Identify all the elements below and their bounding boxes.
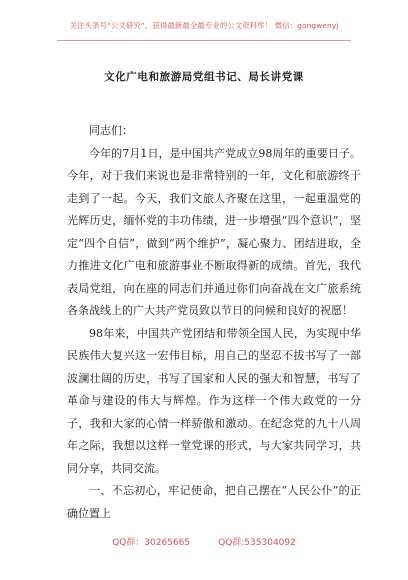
promo-banner[interactable]: 关注头条号“公文研究”，获得最新最全最专业的公文资料库！ 微信：gongwenyj	[69, 21, 339, 30]
paragraph: 98年来，中国共产党团结和带领全国人民，为实现中华民族伟大复兴这一宏伟目标，用自己的坚忍不拔书写了一部波澜壮阔的历史，书写了国家和人民的强大和智慧，书写了革命与建设的伟大与辉煌。作为这样一个伟大政党的一分子，我和大家的心情一样骄傲和激动。在纪念党的九十八周年之际，我想以这样一堂党课的形式，与大家共同学习，共同分享，共同交流。	[67, 326, 361, 475]
header-divider	[57, 40, 351, 41]
footer	[0, 535, 408, 548]
document-body	[67, 120, 361, 525]
qq-group-right[interactable]: QQ群:535304092	[218, 538, 296, 548]
document-title: 文化广电和旅游局党组书记、局长讲党课	[104, 71, 304, 83]
qq-group-left[interactable]: QQ群：30265665	[112, 538, 191, 548]
salutation: 同志们：	[89, 124, 133, 137]
section-heading: 一、不忘初心，牢记使命，把自己摆在“人民公仆”的正确位置上	[67, 484, 361, 520]
paragraph: 今年的7月1日，是中国共产党成立98周年的重要日子。今年，对于我们来说也是非常特别的一年，文化和旅游终于走到了一起。今天，我们文旅人齐聚在这里，一起重温党的光辉历史，缅怀党的丰功伟绩，进一步增强“四个意识”，坚定“四个自信”，做到“两个维护”，凝心聚力、团结进取，全力推进文化广电和旅游事业不断取得新的成绩。首先，我代表局党组，向在座的同志们并通过你们向奋战在文广旅系统各条战线上的广大共产党员致以节日的问候和良好的祝愿！	[67, 146, 361, 317]
